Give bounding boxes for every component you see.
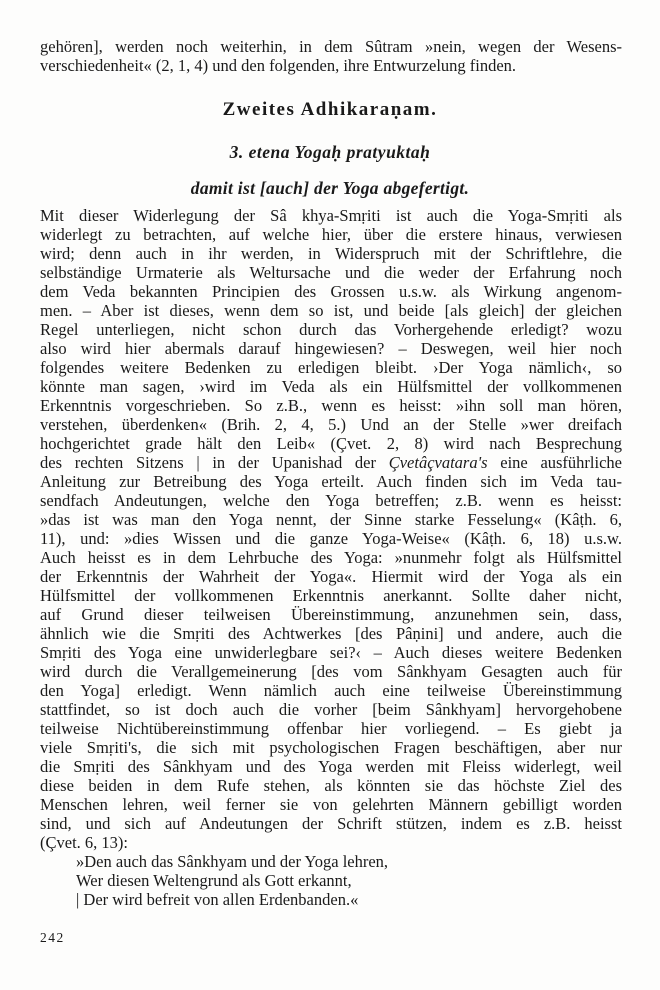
text-line: wird; denn auch in ihr werden, in Widerspruch mit der Schriftlehre, die	[40, 244, 622, 263]
text-line: Smṛiti des Yoga eine unwiderlegbare sei?‹ – Auch dieses weitere Bedenken	[40, 643, 622, 662]
text-line: Wer diesen Weltengrund als Gott erkannt,	[76, 871, 352, 890]
text-line: der Erkenntnis der Wahrheit der Yoga«. Hiermit wird der Yoga als ein	[40, 567, 622, 586]
text-line: »das ist was man den Yoga nennt, der Sinne starke Fesselung« (Kâṭh. 6,	[40, 510, 622, 529]
text-line: Auch heisst es in dem Lehrbuche des Yoga: »nunmehr folgt als Hülfsmittel	[40, 548, 622, 567]
text-line: (Çvet. 6, 13):	[40, 833, 128, 852]
text-line: dem Veda bekannten Principien des Grossen u.s.w. als Wirkung angenom-	[40, 282, 622, 301]
text-line: Menschen lehren, weil ferner sie von gelehrten Männern gebilligt worden	[40, 795, 622, 814]
text-line: folgendes weitere Bedenken zu erledigen bleibt. ›Der Yoga nämlich‹, so	[40, 358, 622, 377]
verse-block	[40, 852, 622, 909]
text-line: stattfindet, so ist doch auch die vorher [beim Sânkhyam] hervorgehobene	[40, 700, 622, 719]
intro-paragraph	[40, 37, 622, 75]
text-line: Erkenntnis vorgeschrieben. So z.B., wenn es heisst: »ihn soll man hören,	[40, 396, 622, 415]
text-line: | Der wird befreit von allen Erdenbanden.«	[76, 890, 359, 909]
text-line: Mit dieser Widerlegung der Sâ khya-Smṛiti ist auch die Yoga-Smṛiti als	[40, 206, 622, 225]
section-heading: Zweites Adhikaraṇam.	[222, 99, 438, 120]
text-line: gehören], werden noch weiterhin, in dem Sûtram »nein, wegen der Wesens-	[40, 37, 622, 56]
text-line: hochgerichtet grade hält den Leib« (Çvet. 2, 8) wird nach Besprechung	[40, 434, 622, 453]
text-line: Regel unterliegen, nicht schon durch das Vorhergehende erledigt? wozu	[40, 320, 622, 339]
text-line: verstehen, überdenken« (Brih. 2, 4, 5.) Und an der Stelle »wer dreifach	[40, 415, 622, 434]
body-paragraph	[40, 206, 622, 852]
text-line: den Yoga] erledigt. Wenn nämlich auch eine teilweise Übereinstimmung	[40, 681, 622, 700]
text-line: also wird hier abermals darauf hingewiesen? – Deswegen, weil hier noch	[40, 339, 622, 358]
text-line: diese beiden in dem Rufe stehen, als könnten sie das höchste Ziel des	[40, 776, 622, 795]
text-line: verschiedenheit« (2, 1, 4) und den folgenden, ihre Entwurzelung finden.	[40, 56, 517, 75]
sutra-translation: damit ist [auch] der Yoga abgefertigt.	[190, 178, 470, 198]
text-line: 11), und: »dies Wissen und die ganze Yoga-Weise« (Kâṭh. 6, 18) u.s.w.	[40, 529, 622, 548]
text-line: sind, und sich auf Andeutungen der Schrift stützen, indem es z.B. heisst	[40, 814, 622, 833]
text-line: men. – Aber ist dieses, wenn dem so ist, und beide [als gleich] der gleichen	[40, 301, 622, 320]
italic-term: Çvetâçvatara's	[388, 453, 488, 472]
sutra-heading: 3. etena Yogaḥ pratyuktaḥ	[229, 142, 431, 162]
text-line: selbständige Urmaterie als Weltursache und die weder der Erfahrung noch	[40, 263, 622, 282]
text-line: des rechten Sitzens | in der Upanishad der Çvetâçvatara's eine ausführliche	[40, 453, 622, 472]
text-line: könnte man sagen, ›wird im Veda als ein Hülfsmittel der vollkommenen	[40, 377, 622, 396]
text-line: viele Smṛiti's, die sich mit psychologischen Fragen beschäftigen, aber nur	[40, 738, 622, 757]
text-line: widerlegt zu betrachten, auf welche hier, über die erstere hinaus, verwiesen	[40, 225, 622, 244]
text-line: Anleitung zur Betreibung des Yoga erteilt. Auch finden sich im Veda tau-	[40, 472, 622, 491]
text-line: auf Grund dieser teilweisen Übereinstimmung, anzunehmen sein, dass,	[40, 605, 622, 624]
text-line: die Smṛiti des Sânkhyam und des Yoga werden mit Fleiss widerlegt, weil	[40, 757, 622, 776]
text-line: teilweise Nichtübereinstimmung offenbar hier vorliegend. – Es giebt ja	[40, 719, 622, 738]
text-line: ähnlich wie die Smṛiti des Achtwerkes [des Pâṇini] und andere, auch die	[40, 624, 622, 643]
text-line: sendfach Andeutungen, welche den Yoga betreffen; z.B. wenn es heisst:	[40, 491, 622, 510]
text-line: wird durch die Verallgemeinerung [des vom Sânkhyam Gesagten auch für	[40, 662, 622, 681]
text-line: Hülfsmittel der vollkommenen Erkenntnis anerkannt. Sollte daher nicht,	[40, 586, 622, 605]
page-number: 242	[40, 930, 65, 945]
text-line: »Den auch das Sânkhyam und der Yoga lehren,	[76, 852, 389, 871]
